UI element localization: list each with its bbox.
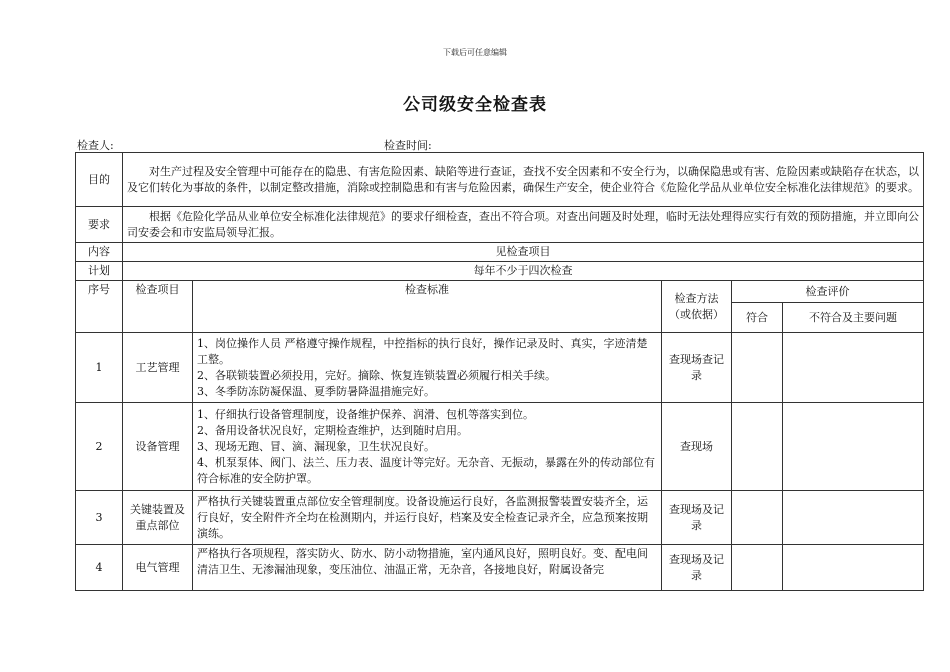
row-fail-cell[interactable] [783, 333, 924, 403]
page-title: 公司级安全检查表 [403, 95, 547, 115]
row-fail-cell[interactable] [783, 545, 924, 591]
row-item: 设备管理 [123, 403, 193, 491]
purpose-label: 目的 [76, 153, 123, 207]
inspection-time-label: 检查时间: [384, 139, 432, 152]
row-fail-cell[interactable] [783, 403, 924, 491]
plan-row [76, 262, 924, 281]
header-evaluation: 检查评价 [732, 281, 924, 303]
row-pass-cell[interactable] [732, 491, 783, 545]
header-pass: 符合 [732, 303, 783, 333]
requirement-row [76, 207, 924, 243]
header-method: 检查方法（或依据） [662, 281, 732, 333]
inspection-table [75, 152, 924, 591]
content-row [76, 243, 924, 262]
standard-line: 1、仔细执行设备管理制度，设备维护保养、润滑、包机等落实到位。 [197, 407, 534, 421]
row-no: 1 [76, 333, 123, 403]
row-method: 查现场及记录 [662, 545, 732, 591]
row-fail-cell[interactable] [783, 491, 924, 545]
table-row [76, 333, 924, 403]
purpose-row [76, 153, 924, 207]
requirement-label: 要求 [76, 207, 123, 243]
table-row [76, 403, 924, 491]
table-row [76, 491, 924, 545]
plan-text: 每年不少于四次检查 [123, 262, 924, 281]
standard-line: 2、各联锁装置必须投用，完好。摘除、恢复连锁装置必须履行相关手续。 [197, 368, 556, 382]
row-method: 查现场及记录 [662, 491, 732, 545]
header-no: 序号 [76, 281, 123, 333]
row-pass-cell[interactable] [732, 333, 783, 403]
standard-line: 4、机泵泵体、阀门、法兰、压力表、温度计等完好。无杂音、无振动，暴露在外的传动部位有符合标准的安全防护罩。 [197, 455, 655, 485]
standard-line: 严格执行各项规程，落实防火、防水、防小动物措施，室内通风良好，照明良好。变、配电间清洁卫生、无渗漏油现象，变压油位、油温正常，无杂音，各接地良好，附属设备完 [197, 547, 648, 576]
content-text: 见检查项目 [123, 243, 924, 262]
table-row [76, 545, 924, 591]
row-standard [193, 403, 662, 491]
row-item: 工艺管理 [123, 333, 193, 403]
header-item: 检查项目 [123, 281, 193, 333]
row-pass-cell[interactable] [732, 403, 783, 491]
top-note: 下载后可任意编辑 [443, 48, 507, 57]
row-no: 2 [76, 403, 123, 491]
content-label: 内容 [76, 243, 123, 262]
row-item: 电气管理 [123, 545, 193, 591]
row-item: 关键装置及重点部位 [123, 491, 193, 545]
header-fail: 不符合及主要问题 [783, 303, 924, 333]
row-pass-cell[interactable] [732, 545, 783, 591]
requirement-text: 根据《危险化学品从业单位安全标准化法律规范》的要求仔细检查，查出不符合项。对查出问题及时处理，临时无法处理得应实行有效的预防措施，并立即向公司安委会和市安监局领导汇报。 [123, 207, 924, 243]
row-standard [193, 545, 662, 591]
inspector-label: 检查人: [77, 139, 114, 152]
purpose-text: 对生产过程及安全管理中可能存在的隐患、有害危险因素、缺陷等进行查证，查找不安全因素和不安全行为，以确保隐患或有害、危险因素或缺陷存在状态，以及它们转化为事故的条件，以制定整改措施，消除或控制隐患和有害与危险因素，确保生产安全，使企业符合《危险化学品从业单位安全标准化法律规范》的要求。 [123, 153, 924, 207]
plan-label: 计划 [76, 262, 123, 281]
row-method: 查现场 [662, 403, 732, 491]
standard-line: 1、岗位操作人员 严格遵守操作规程，中控指标的执行良好，操作记录及时、真实，字迹清楚工整。 [197, 336, 648, 366]
row-method: 查现场查记录 [662, 333, 732, 403]
header-standard: 检查标准 [193, 281, 662, 333]
row-standard [193, 333, 662, 403]
standard-line: 2、备用设备状况良好，定期检查维护，达到随时启用。 [197, 423, 468, 437]
row-standard [193, 491, 662, 545]
row-no: 3 [76, 491, 123, 545]
column-header-row [76, 281, 924, 303]
row-no: 4 [76, 545, 123, 591]
standard-line: 3、冬季防冻防凝保温、夏季防暑降温措施完好。 [197, 384, 435, 398]
standard-line: 严格执行关键装置重点部位安全管理制度。设备设施运行良好，各监测报警装置安装齐全，运行良好，安全附件齐全均在检测期内，并运行良好，档案及安全检查记录齐全，应急预案按期演练。 [197, 494, 648, 540]
standard-line: 3、现场无跑、冒、滴、漏现象，卫生状况良好。 [197, 439, 435, 453]
